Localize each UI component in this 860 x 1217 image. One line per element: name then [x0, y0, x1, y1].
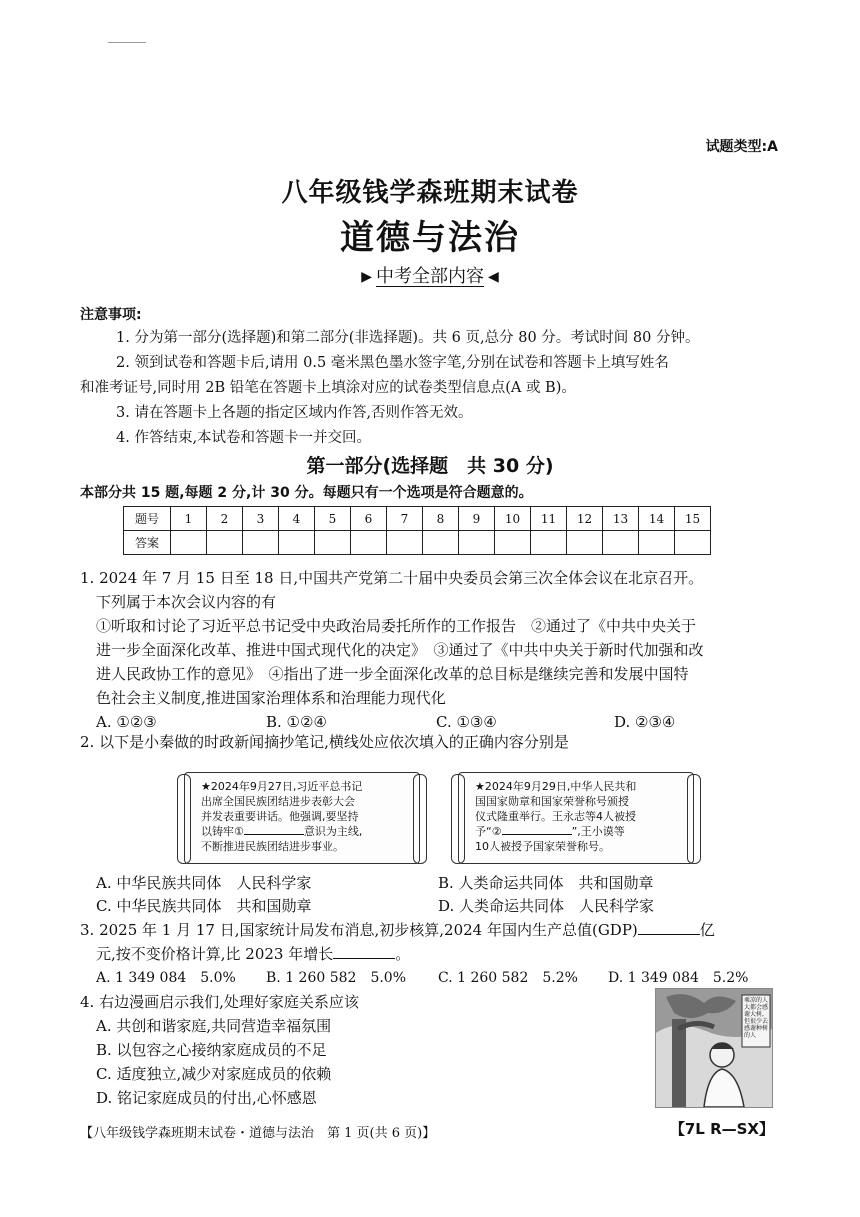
- answer-cell[interactable]: [639, 531, 675, 555]
- q3-options: [80, 966, 780, 990]
- q3-stem-text: 3. 2025 年 1 月 17 日,国家统计局发布消息,初步核算,2024 年国内生产总值(GDP): [80, 921, 638, 939]
- q3-stem-unit: 亿: [699, 921, 715, 939]
- answer-cell[interactable]: [207, 531, 243, 555]
- notice-item-3: 3. 请在答题卡上各题的指定区域内作答,否则作答无效。: [116, 405, 473, 421]
- question-number-cell: 8: [423, 507, 459, 531]
- question-4: [80, 990, 640, 1110]
- note-2-line-end: ”,王小谟等: [571, 825, 625, 838]
- q3-stem-text: 元,按不变价格计算,比 2023 年增长: [96, 945, 334, 963]
- note-2-line: [475, 824, 683, 839]
- note-1-line: 并发表重要讲话。他强调,要坚持: [201, 810, 359, 823]
- note-2-line: 仪式隆重举行。王永志等4人被授: [475, 810, 636, 823]
- triangle-right-icon: ▶: [361, 269, 372, 285]
- notice-item-1: 1. 分为第一部分(选择题)和第二部分(非选择题)。共 6 页,总分 80 分。考试时间 80 分钟。: [116, 330, 700, 346]
- answer-cell[interactable]: [279, 531, 315, 555]
- family-cartoon-image: [655, 988, 773, 1108]
- cartoon-caption: 乘凉的人大都会感谢大树,但很少去感谢种树的人: [744, 997, 769, 1039]
- question-number-cell: 9: [459, 507, 495, 531]
- answer-cell[interactable]: [603, 531, 639, 555]
- question-number-cell: 12: [567, 507, 603, 531]
- q4-option-b[interactable]: B. 以包容之心接纳家庭成员的不足: [96, 1041, 327, 1059]
- question-1: [80, 566, 780, 734]
- note-1-line: ★2024年9月27日,习近平总书记: [201, 780, 363, 793]
- q1-statement-line: ①听取和讨论了习近平总书记受中央政治局委托所作的工作报告 ②通过了《中共中央关于: [96, 617, 697, 635]
- answer-cell[interactable]: [243, 531, 279, 555]
- q4-option-c[interactable]: C. 适度独立,减少对家庭成员的依赖: [96, 1065, 332, 1083]
- q3-blank-growth[interactable]: [333, 958, 395, 959]
- exam-title: 八年级钱学森班期末试卷: [281, 178, 579, 208]
- q1-statement-line: 进一步全面深化改革、推进中国式现代化的决定》 ③通过了《中共中央关于新时代加强和改: [96, 641, 704, 659]
- answer-cell[interactable]: [387, 531, 423, 555]
- answer-cell[interactable]: [423, 531, 459, 555]
- exam-scope: [0, 262, 860, 288]
- subject-title: 道德与法治: [340, 218, 520, 258]
- triangle-left-icon: ◀: [488, 269, 499, 285]
- q1-option-a[interactable]: A. ①②③: [96, 713, 157, 731]
- footer-paper-code: 【7L R—SX】: [669, 1120, 774, 1138]
- news-note-scroll-2: [458, 772, 694, 864]
- news-note-scroll-1: [184, 772, 420, 864]
- table-row-label: 答案: [124, 531, 171, 555]
- note-2-line: 10人被授予国家荣誉称号。: [475, 840, 610, 853]
- question-number-cell: 5: [315, 507, 351, 531]
- question-number-cell: 3: [243, 507, 279, 531]
- q4-stem: 4. 右边漫画启示我们,处理好家庭关系应该: [80, 993, 359, 1011]
- answer-cell[interactable]: [315, 531, 351, 555]
- question-number-cell: 4: [279, 507, 315, 531]
- notice-heading: 注意事项:: [80, 307, 142, 323]
- q1-stem-line: 1. 2024 年 7 月 15 日至 18 日,中国共产党第二十届中央委员会第三次全体会议在北京召开。: [80, 569, 704, 587]
- question-3: [80, 918, 780, 990]
- notice-item-2b: 和准考证号,同时用 2B 铅笔在答题卡上填涂对应的试卷类型信息点(A 或 B)。: [80, 380, 576, 396]
- question-number-cell: 1: [171, 507, 207, 531]
- answer-table-answer-row: [124, 531, 711, 555]
- q3-option-d[interactable]: D. 1 349 084 5.2%: [608, 970, 749, 986]
- answer-table: [123, 506, 711, 555]
- question-number-cell: 6: [351, 507, 387, 531]
- q3-stem-line: [80, 918, 780, 942]
- q1-stem-line: 下列属于本次会议内容的有: [96, 593, 277, 611]
- q4-option-a[interactable]: A. 共创和谐家庭,共同营造幸福氛围: [96, 1017, 332, 1035]
- scan-mark-line: [108, 42, 146, 43]
- answer-cell[interactable]: [531, 531, 567, 555]
- answer-cell[interactable]: [351, 531, 387, 555]
- q3-stem-line: [80, 942, 780, 966]
- section-1-title: 第一部分(选择题 共 30 分): [306, 455, 554, 477]
- note-2-line: ★2024年9月29日,中华人民共和: [475, 780, 637, 793]
- exam-scope-text: 中考全部内容: [376, 266, 484, 287]
- question-2-stem: 2. 以下是小秦做的时政新闻摘抄笔记,横线处应依次填入的正确内容分别是: [80, 733, 569, 751]
- question-number-cell: 7: [387, 507, 423, 531]
- q1-statement-line: 色社会主义制度,推进国家治理体系和治理能力现代化: [96, 689, 446, 707]
- exam-type-label: 试题类型:A: [705, 139, 778, 155]
- q1-statement-line: 进人民政协工作的意见》 ④指出了进一步全面深化改革的总目标是继续完善和发展中国特: [96, 665, 689, 683]
- section-1-description: 本部分共 15 题,每题 2 分,计 30 分。每题只有一个选项是符合题意的。: [80, 485, 533, 501]
- notice-item-4: 4. 作答结束,本试卷和答题卡一并交回。: [116, 430, 372, 446]
- blank-2[interactable]: [502, 834, 572, 835]
- q2-option-a[interactable]: A. 中华民族共同体 人民科学家: [96, 874, 312, 892]
- question-number-cell: 13: [603, 507, 639, 531]
- q2-option-c[interactable]: C. 中华民族共同体 共和国勋章: [96, 897, 312, 915]
- answer-cell[interactable]: [495, 531, 531, 555]
- note-2-line-start: 予“②: [475, 825, 502, 838]
- q4-option-d[interactable]: D. 铭记家庭成员的付出,心怀感恩: [96, 1089, 317, 1107]
- q3-option-a[interactable]: A. 1 349 084 5.0%: [96, 970, 236, 986]
- answer-cell[interactable]: [459, 531, 495, 555]
- answer-table-number-row: [124, 507, 711, 531]
- question-number-cell: 14: [639, 507, 675, 531]
- q3-option-b[interactable]: B. 1 260 582 5.0%: [266, 970, 407, 986]
- q3-blank-gdp[interactable]: [638, 934, 700, 935]
- note-2-line: 国国家勋章和国家荣誉称号颁授: [475, 795, 629, 808]
- note-1-line: 不断推进民族团结进步事业。: [201, 840, 344, 853]
- question-number-cell: 11: [531, 507, 567, 531]
- question-number-cell: 15: [675, 507, 711, 531]
- note-1-line: [201, 824, 409, 839]
- q2-option-d[interactable]: D. 人类命运共同体 人民科学家: [438, 897, 655, 915]
- notice-item-2a: 2. 领到试卷和答题卡后,请用 0.5 毫米黑色墨水签字笔,分别在试卷和答题卡上填写姓名: [116, 355, 669, 371]
- question-number-cell: 10: [495, 507, 531, 531]
- answer-cell[interactable]: [675, 531, 711, 555]
- q1-option-c[interactable]: C. ①③④: [436, 713, 497, 731]
- footer-page-info: 【八年级钱学森班期末试卷・道德与法治 第 1 页(共 6 页)】: [80, 1126, 436, 1141]
- q1-option-d[interactable]: D. ②③④: [614, 713, 676, 731]
- q2-option-b[interactable]: B. 人类命运共同体 共和国勋章: [438, 874, 654, 892]
- question-2-options: [80, 872, 780, 918]
- q3-stem-end: 。: [395, 945, 411, 963]
- note-1-line-start: 以铸牢①: [201, 825, 244, 838]
- answer-cell[interactable]: [567, 531, 603, 555]
- blank-1[interactable]: [244, 834, 304, 835]
- note-1-line: 出席全国民族团结进步表彰大会: [201, 795, 355, 808]
- table-row-label: 题号: [124, 507, 171, 531]
- question-number-cell: 2: [207, 507, 243, 531]
- note-1-line-end: 意识为主线,: [303, 825, 363, 838]
- notice-list: [80, 326, 780, 451]
- q1-option-b[interactable]: B. ①②④: [266, 713, 327, 731]
- answer-cell[interactable]: [171, 531, 207, 555]
- q3-option-c[interactable]: C. 1 260 582 5.2%: [438, 970, 578, 986]
